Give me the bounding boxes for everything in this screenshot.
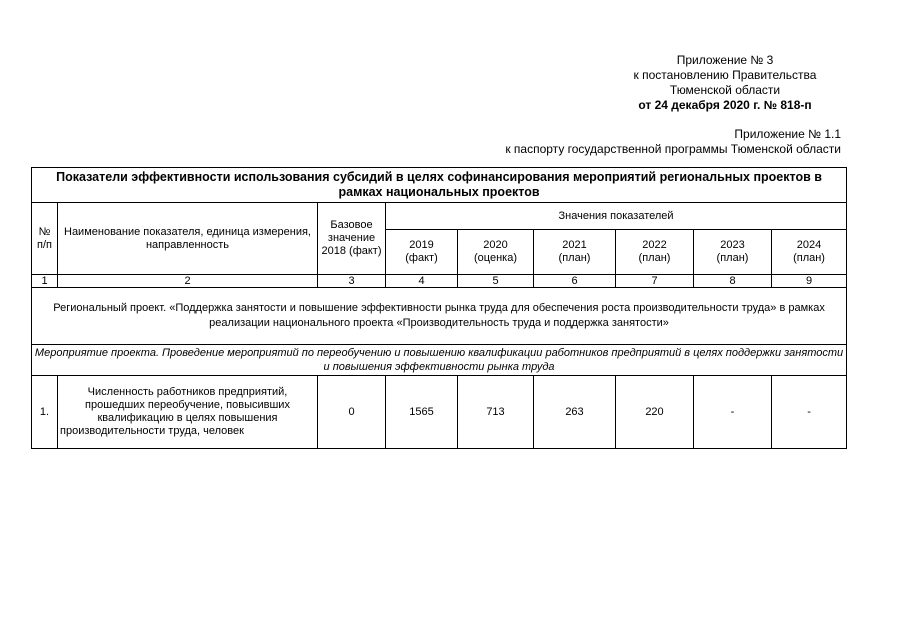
value-cell: 1565 [386,376,458,449]
col-number: 2 [58,275,318,288]
base-value: 0 [318,376,386,449]
col-header-year [772,230,847,275]
appendix-header [560,53,890,113]
row-num: 1. [32,376,58,449]
passport-appendix-number: Приложение № 1.1 [734,127,841,141]
col-number: 4 [386,275,458,288]
year-kind: (факт) [405,252,438,264]
col-number: 1 [32,275,58,288]
col-header-base: Базовое значение 2018 (факт) [318,203,386,275]
table-row [32,376,847,449]
col-number: 3 [318,275,386,288]
col-header-year [534,230,616,275]
appendix-number: Приложение № 3 [676,53,774,67]
appendix-to-resolution: к постановлению Правительства [633,68,817,82]
value-cell: 713 [458,376,534,449]
value-cell: 220 [616,376,694,449]
year-label: 2019 [409,239,434,251]
year-label: 2022 [642,239,667,251]
indicator-name: Численность работников предприятий, прошедших переобучение, повысивших квалификацию в целях повышения производительности труда, человек [58,376,318,449]
col-number: 5 [458,275,534,288]
table-title: Показатели эффективности использования субсидий в целях софинансирования мероприятий региональных проектов в рамках национальных проектов [32,168,847,203]
year-label: 2023 [720,239,745,251]
value-cell: - [694,376,772,449]
col-header-name: Наименование показателя, единица измерения, направленность [58,203,318,275]
year-label: 2021 [562,239,587,251]
year-kind: (план) [638,252,671,264]
col-header-values-group: Значения показателей [386,203,847,230]
passport-appendix-header [321,127,841,157]
appendix-region: Тюменской области [669,83,781,97]
year-kind: (план) [793,252,825,264]
col-header-year [616,230,694,275]
value-cell: - [772,376,847,449]
regional-project-row: Региональный проект. «Поддержка занятости и повышение эффективности рынка труда для обеспечения роста производительности труда» в рамках реализации национального проекта «Производительность труда и поддержка занятости» [32,288,847,345]
year-kind: (план) [558,252,591,264]
col-header-year [386,230,458,275]
value-cell: 263 [534,376,616,449]
col-header-year [694,230,772,275]
year-label: 2020 [483,239,508,251]
col-header-year [458,230,534,275]
year-label: 2024 [796,239,822,251]
col-number: 8 [694,275,772,288]
appendix-date: от 24 декабря 2020 г. № 818-п [638,98,812,112]
col-header-num: № п/п [32,203,58,275]
project-measure-row: Мероприятие проекта. Проведение мероприятий по переобучению и повышению квалификации работников предприятий в целях поддержки занятости и повышения эффективности рынка труда [32,345,847,376]
col-number: 9 [772,275,847,288]
indicators-table [31,167,847,449]
year-kind: (план) [716,252,749,264]
col-number: 6 [534,275,616,288]
passport-appendix-subtitle: к паспорту государственной программы Тюменской области [505,142,841,156]
year-kind: (оценка) [474,252,517,264]
col-number: 7 [616,275,694,288]
